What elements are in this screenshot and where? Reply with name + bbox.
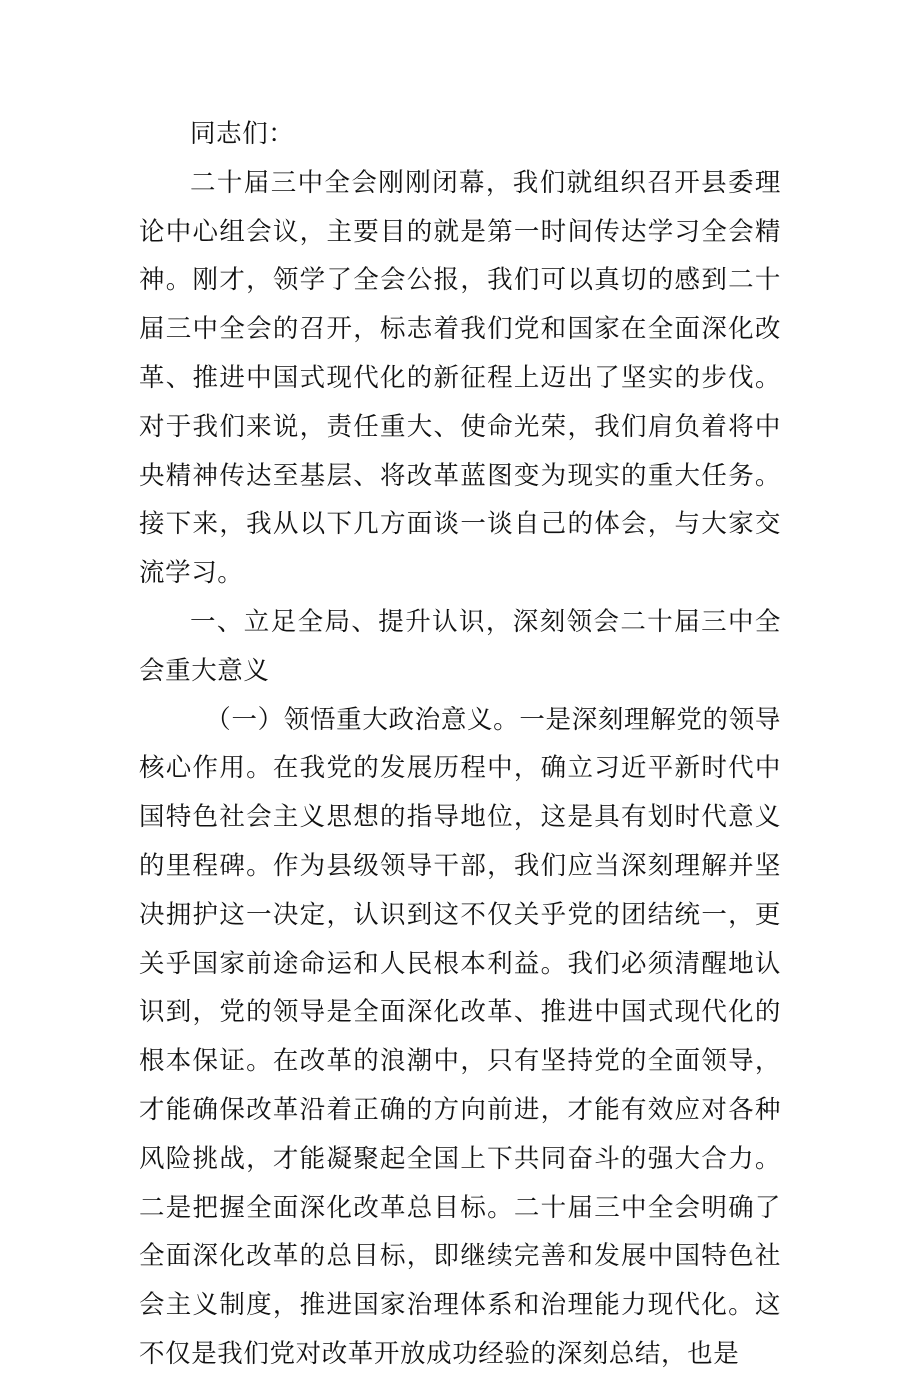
document-body	[139, 110, 781, 1379]
subsection-paragraph: （一）领悟重大政治意义。一是深刻理解党的领导核心作用。在我党的发展历程中，确立习近平新时代中国特色社会主义思想的指导地位，这是具有划时代意义的里程碑。作为县级领导干部，我们应当深刻理解并坚决拥护这一决定，认识到这不仅关乎党的团结统一，更关乎国家前途命运和人民根本利益。我们必须清醒地认识到，党的领导是全面深化改革、推进中国式现代化的根本保证。在改革的浪潮中，只有坚持党的全面领导，才能确保改革沿着正确的方向前进，才能有效应对各种风险挑战，才能凝聚起全国上下共同奋斗的强大合力。二是把握全面深化改革总目标。二十届三中全会明确了全面深化改革的总目标，即继续完善和发展中国特色社会主义制度，推进国家治理体系和治理能力现代化。这不仅是我们党对改革开放成功经验的深刻总结，也是	[139, 704, 781, 1369]
salutation: 同志们：	[190, 119, 295, 149]
intro-paragraph: 二十届三中全会刚刚闭幕，我们就组织召开县委理论中心组会议，主要目的就是第一时间传达学习全会精神。刚才，领学了全会公报，我们可以真切的感到二十届三中全会的召开，标志着我们党和国家在全面深化改革、推进中国式现代化的新征程上迈出了坚实的步伐。对于我们来说，责任重大、使命光荣，我们肩负着将中央精神传达至基层、将改革蓝图变为现实的重大任务。接下来，我从以下几方面谈一谈自己的体会，与大家交流学习。	[139, 167, 781, 589]
section-heading: 一、立足全局、提升认识，深刻领会二十届三中全会重大意义	[139, 606, 781, 686]
